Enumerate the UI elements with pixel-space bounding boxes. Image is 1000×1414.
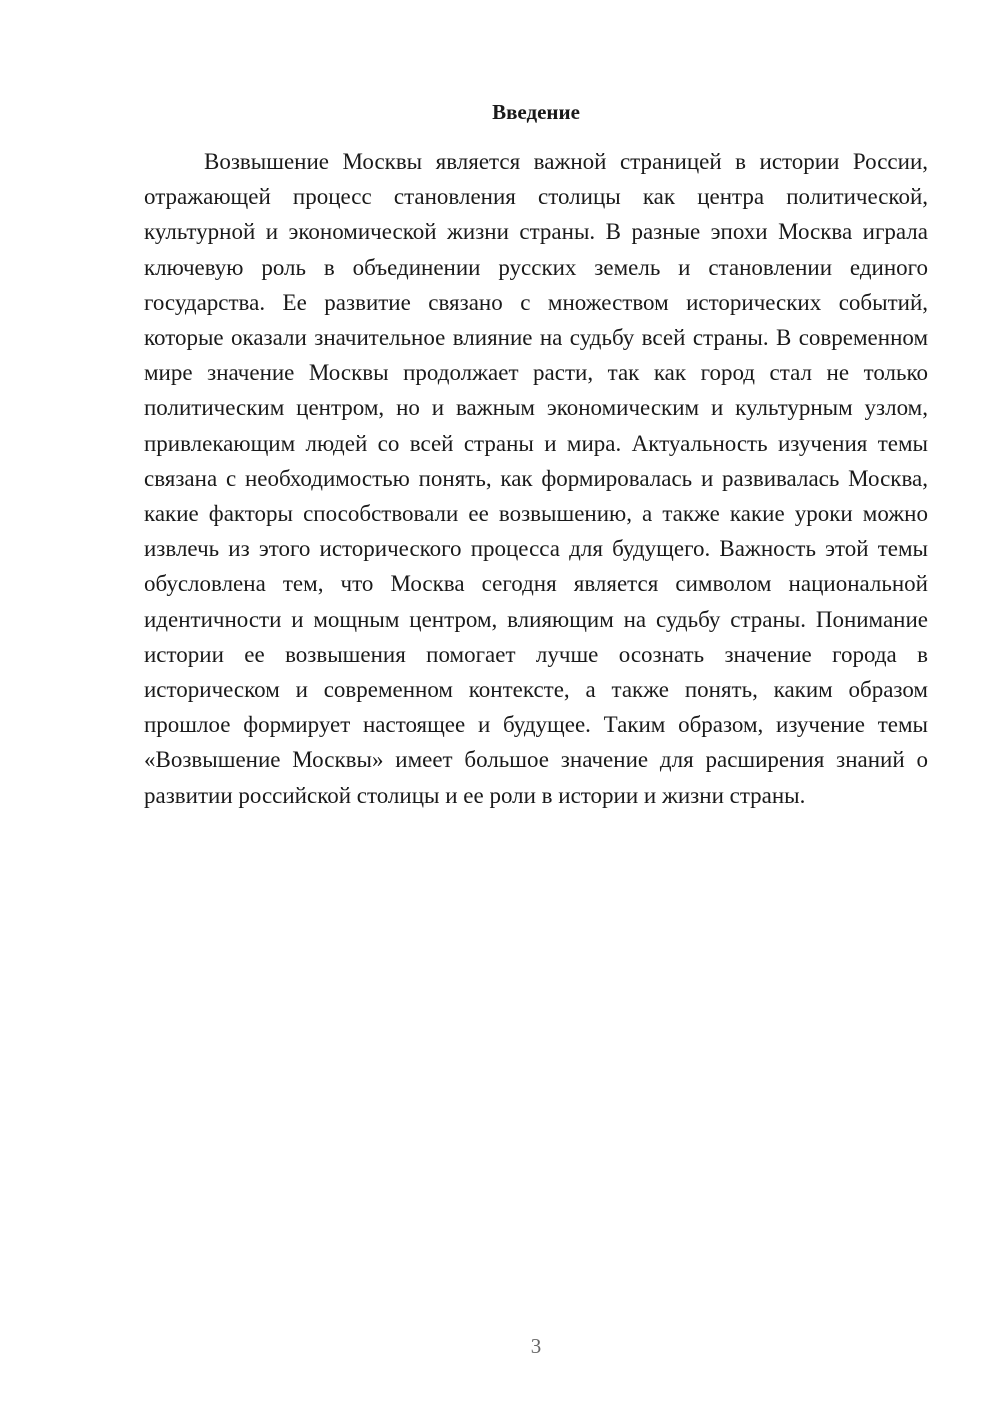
page-number: 3 xyxy=(530,1334,542,1358)
page-heading: Введение xyxy=(492,100,580,124)
paragraph-text: Возвышение Москвы является важной страницей в истории России, отражающей процесс становления столицы как центра политической, культурной и экономической жизни страны. В разные эпохи Москва играла ключевую роль в объединении русских земель и становлении единого государства. Ее развитие связано с множеством исторических событий, которые оказали значительное влияние на судьбу всей страны. В современном мире значение Москвы продолжает расти, так как город стал не только политическим центром, но и важным экономическим и культурным узлом, привлекающим людей со всей страны и мира. Актуальность изучения темы связана с необходимостью понять, как формировалась и развивалась Москва, какие факторы способствовали ее возвышению, а также какие уроки можно извлечь из этого исторического процесса для будущего. Важность этой темы обусловлена тем, что Москва сегодня является символом национальной идентичности и мощным центром, влияющим на судьбу страны. Понимание истории ее возвышения помогает лучше осознать значение города в историческом и современном контексте, а также понять, каким образом прошлое формирует настоящее и будущее. Таким образом, изучение темы «Возвышение Москвы» имеет большое значение для расширения знаний о развитии российской столицы и ее роли в истории и жизни страны. xyxy=(144,149,928,808)
introduction-paragraph xyxy=(144,144,928,813)
